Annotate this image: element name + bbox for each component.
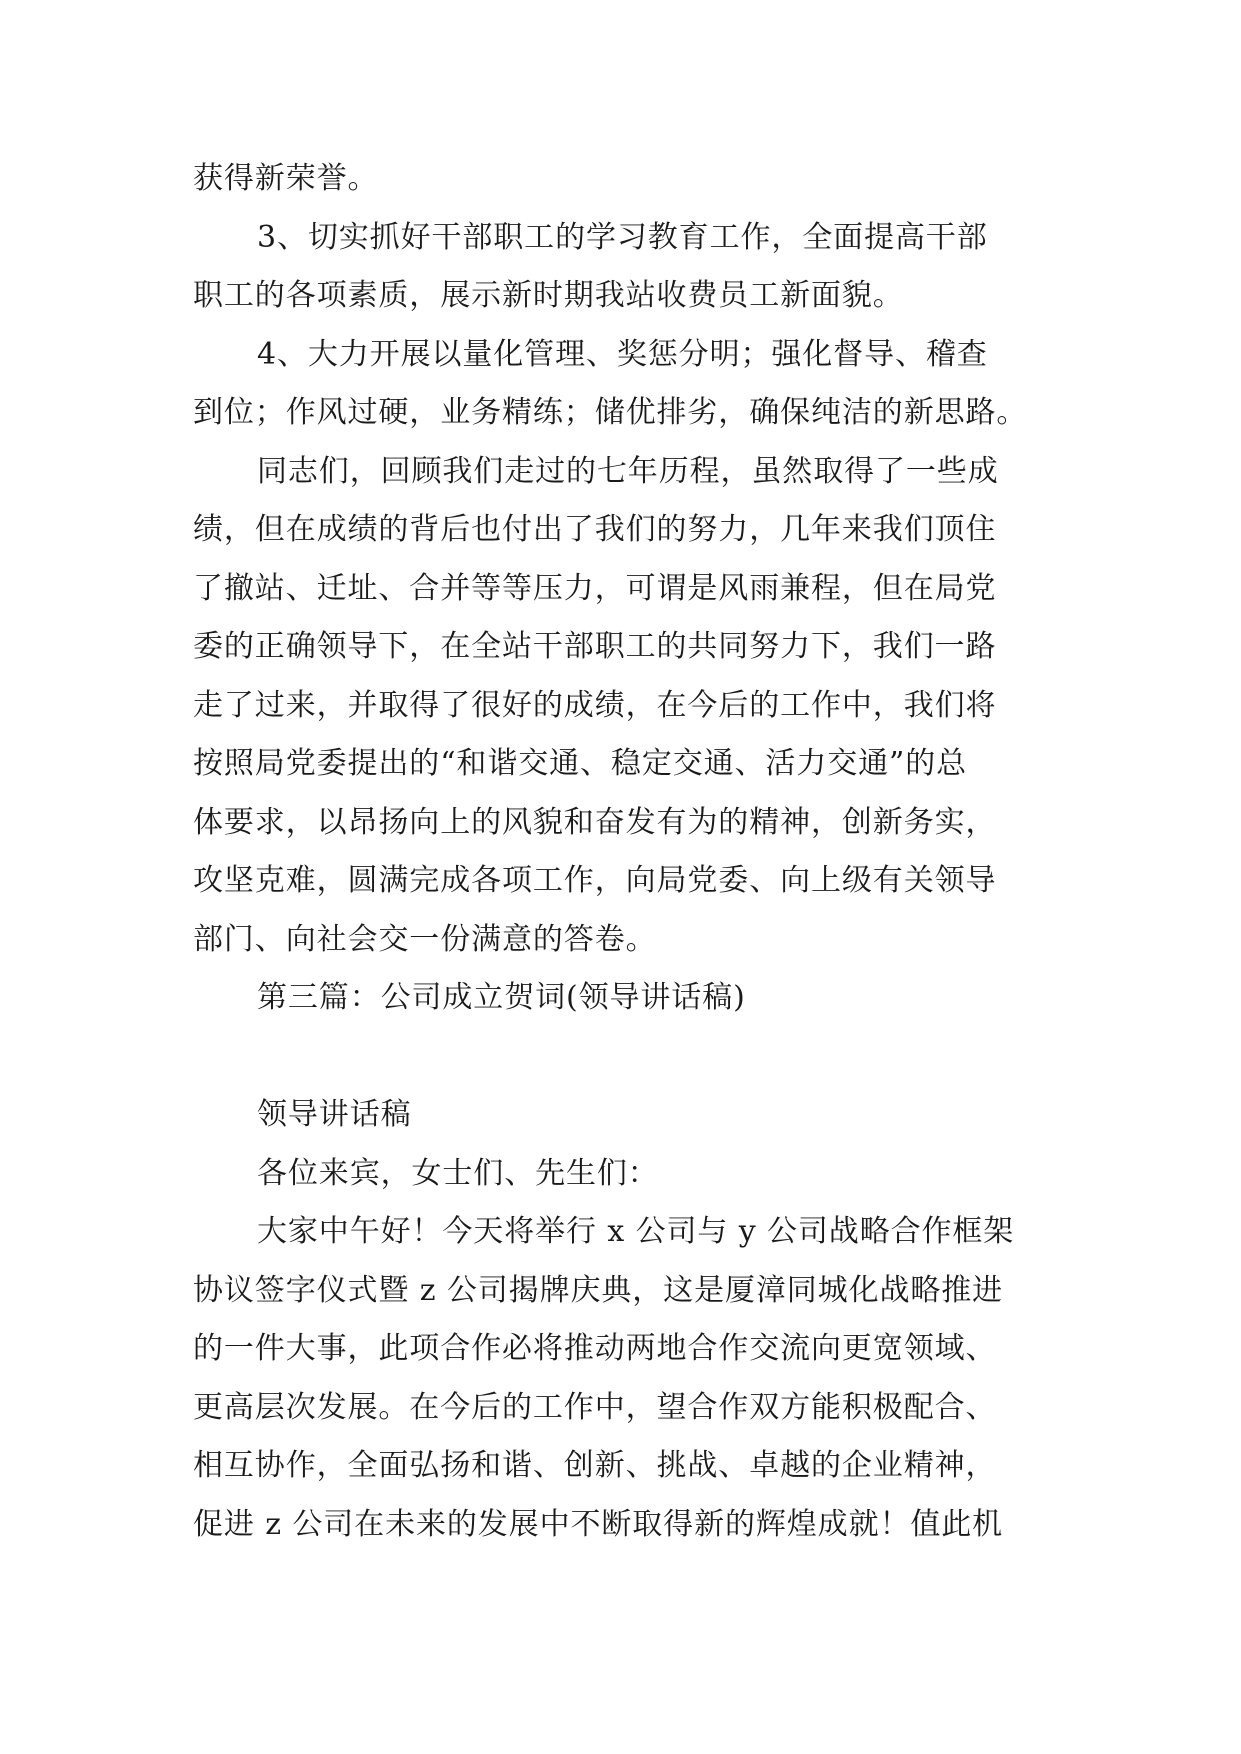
section-heading: 第三篇：公司成立贺词(领导讲话稿) (257, 980, 746, 1015)
document-body (193, 150, 1053, 1554)
text-line: 同志们，回顾我们走过的七年历程，虽然取得了一些成 (257, 453, 999, 489)
text-line: 4、大力开展以量化管理、奖惩分明；强化督导、稽查 (257, 336, 988, 372)
text-line: 促进 z 公司在未来的发展中不断取得新的辉煌成就！值此机 (193, 1506, 1004, 1542)
text-line: 协议签字仪式暨 z 公司揭牌庆典，这是厦漳同城化战略推进 (193, 1272, 1004, 1308)
blank-line (193, 1028, 1053, 1087)
text-line: 走了过来，并取得了很好的成绩，在今后的工作中，我们将 (193, 687, 997, 723)
text-line: 更高层次发展。在今后的工作中，望合作双方能积极配合、 (193, 1389, 997, 1425)
text-line: 的一件大事，此项合作必将推动两地合作交流向更宽领域、 (193, 1331, 997, 1366)
text-line: 获得新荣誉。 (193, 161, 379, 196)
text-line: 按照局党委提出的“和谐交通、稳定交通、活力交通”的总 (193, 746, 968, 781)
text-line: 攻坚克难，圆满完成各项工作，向局党委、向上级有关领导 (193, 863, 997, 898)
text-line: 了撤站、迁址、合并等等压力，可谓是风雨兼程，但在局党 (193, 570, 997, 606)
text-line: 到位；作风过硬，业务精练；储优排劣，确保纯洁的新思路。 (193, 395, 1028, 430)
text-line: 委的正确领导下，在全站干部职工的共同努力下，我们一路 (193, 629, 997, 664)
text-line: 3、切实抓好干部职工的学习教育工作，全面提高干部 (257, 219, 988, 255)
text-line: 大家中午好！今天将举行 x 公司与 y 公司战略合作框架 (257, 1214, 1015, 1249)
text-line: 职工的各项素质，展示新时期我站收费员工新面貌。 (193, 278, 904, 313)
salutation: 各位来宾，女士们、先生们： (257, 1155, 659, 1191)
subheading: 领导讲话稿 (257, 1097, 412, 1132)
text-line: 相互协作，全面弘扬和谐、创新、挑战、卓越的企业精神， (193, 1448, 997, 1483)
text-line: 体要求，以昂扬向上的风貌和奋发有为的精神，创新务实， (193, 804, 997, 840)
text-line: 部门、向社会交一份满意的答卷。 (193, 921, 657, 957)
text-line: 绩，但在成绩的背后也付出了我们的努力，几年来我们顶住 (193, 512, 997, 547)
